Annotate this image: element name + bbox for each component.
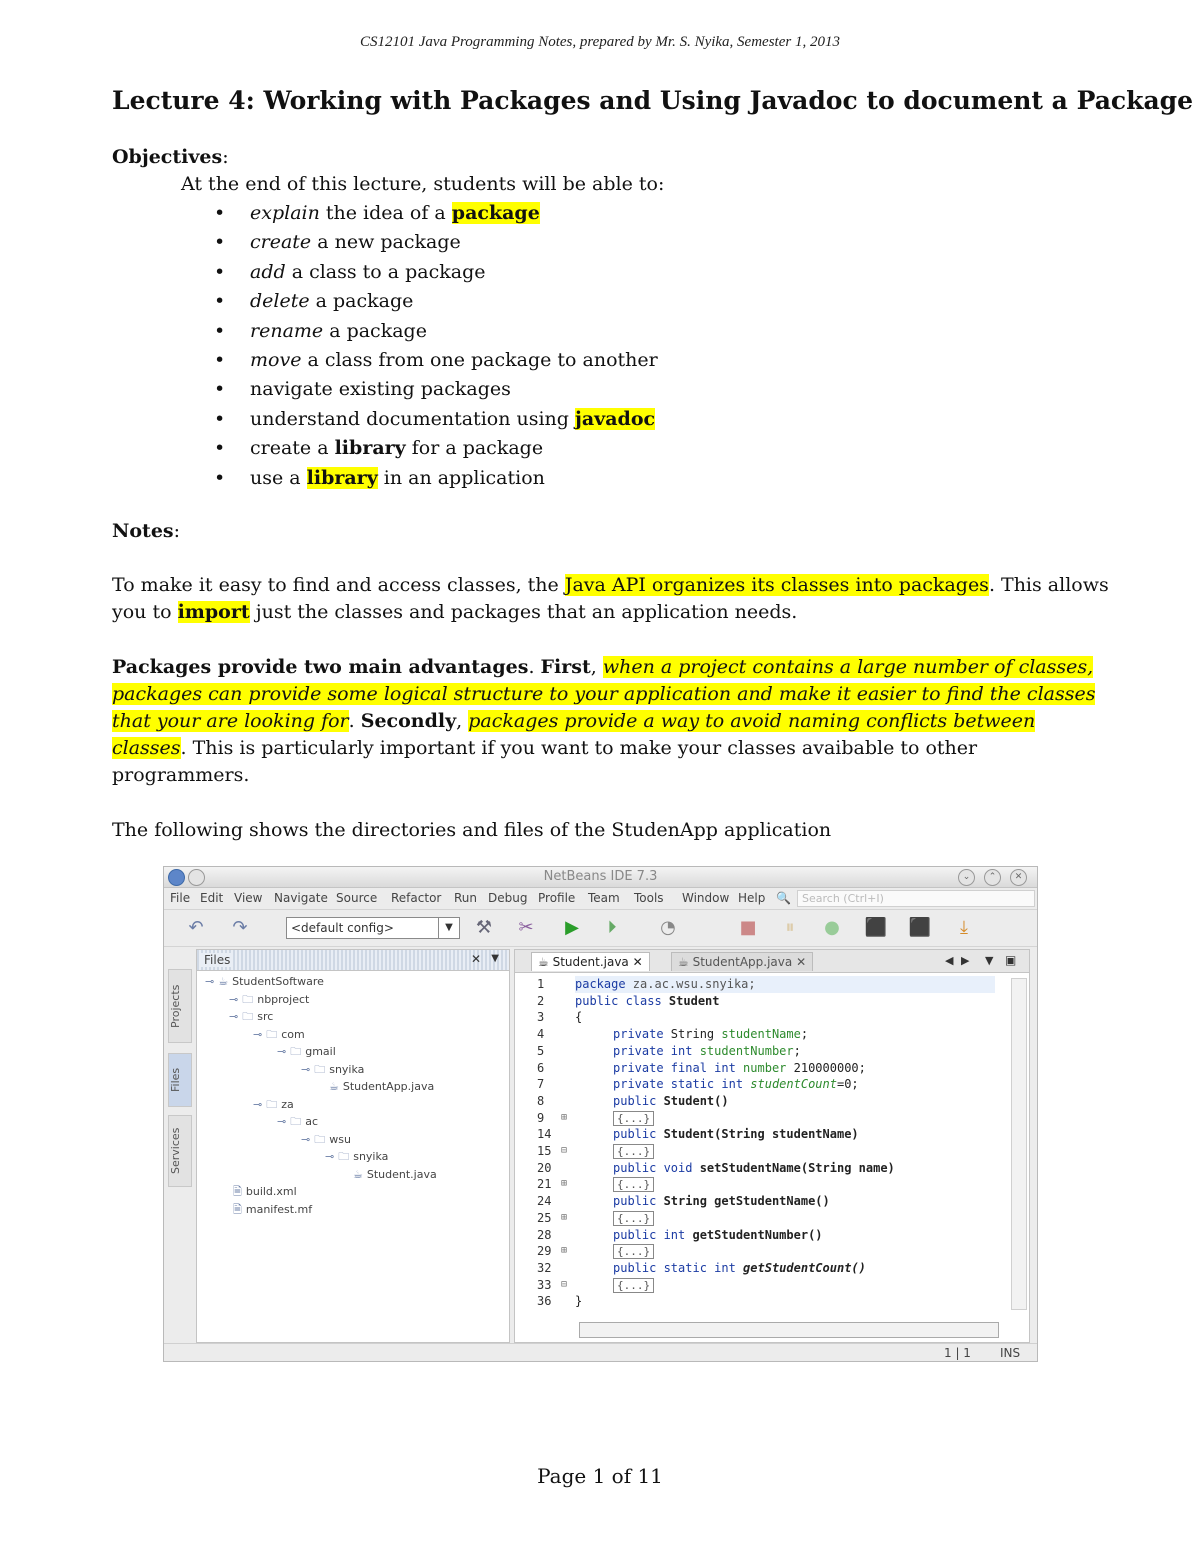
objective-item: • move a class from one package to another (214, 348, 658, 371)
fold-toggle-icon[interactable]: ⊞ (561, 1178, 568, 1190)
line-number: 36 (537, 1294, 552, 1309)
advantages-paragraph: Packages provide two main advantages. First, when a project contains a large number of classes, packages can provide some logical structure to your application and make it easier to find the classes that your are looking for. Secondly, packages provide a way to avoid naming conflicts between classes. This is particularly important if you want to make your classes avaibable to other programmers. (112, 656, 1096, 786)
editor-tabs (515, 950, 1029, 973)
menu-view[interactable]: View (234, 891, 263, 905)
chevron-down-icon: ▼ (438, 918, 459, 938)
folded-block[interactable]: {...} (613, 1176, 654, 1193)
line-number: 20 (537, 1160, 552, 1175)
running-header: CS12101 Java Programming Notes, prepared by Mr. S. Nyika, Semester 1, 2013 (360, 34, 840, 50)
close-icon[interactable]: ✕ (1010, 869, 1027, 886)
code-line: private String studentName; (613, 1027, 809, 1042)
scroll-tabs-left-icon[interactable]: ◀ (945, 954, 954, 967)
notes-heading: Notes: (112, 520, 181, 542)
line-number: 2 (537, 993, 545, 1008)
line-number: 21 (537, 1177, 552, 1192)
menu-team[interactable]: Team (588, 891, 620, 905)
clean-build-icon[interactable]: ⚒ (475, 917, 493, 938)
tree-node-label: gmail (305, 1045, 336, 1058)
folder-icon: 🗀 (338, 1150, 350, 1163)
configuration-select[interactable]: <default config> ▼ (286, 917, 460, 939)
ide-titlebar (164, 867, 1037, 888)
code-line: package za.ac.wsu.snyika; (575, 976, 995, 993)
objective-item: • navigate existing packages (214, 378, 511, 401)
expand-toggle-icon[interactable]: ⊸ (301, 1062, 311, 1076)
build-icon[interactable]: ✂ (518, 917, 534, 938)
menu-profile[interactable]: Profile (538, 891, 576, 905)
code-line: public Student() (613, 1093, 729, 1108)
objective-item: • rename a package (214, 319, 427, 342)
objective-item: • explain the idea of a package (214, 202, 540, 224)
code-line: public String getStudentName() (613, 1194, 830, 1209)
expand-toggle-icon[interactable]: ⊸ (205, 975, 215, 988)
close-icon[interactable]: ✕ (632, 955, 643, 969)
objective-item: • use a library in an application (214, 466, 545, 489)
objectives-list (214, 199, 658, 493)
search-icon[interactable]: 🔍 (776, 891, 791, 905)
step-over-icon: ⬛ (864, 917, 888, 938)
folder-icon: 🗀 (290, 1045, 302, 1058)
objective-item: • add a class to a package (214, 260, 486, 283)
tree-node-label: za (281, 1097, 294, 1111)
menu-file[interactable]: File (170, 891, 191, 905)
tab-services[interactable]: Services (168, 1115, 192, 1187)
tree-node-label: StudentSoftware (232, 975, 324, 988)
tree-node-label: nbproject (257, 992, 310, 1006)
search-input[interactable]: Search (Ctrl+I) (797, 890, 1035, 907)
folder-icon: 🗀 (242, 1010, 254, 1023)
editor-panel (514, 949, 1030, 1343)
close-icon[interactable]: ✕ (470, 952, 481, 966)
tree-node-label: snyika (353, 1150, 389, 1163)
expand-toggle-icon[interactable]: ⊸ (229, 1010, 239, 1023)
folder-icon: 🗀 (242, 992, 254, 1006)
listing-intro: The following shows the directories and files of the StudenApp application (112, 819, 832, 841)
tree-node[interactable] (277, 1114, 318, 1130)
menu-refactor[interactable]: Refactor (391, 891, 442, 905)
line-number: 32 (537, 1260, 552, 1275)
code-area[interactable] (575, 976, 1005, 1316)
file-icon: 🗎 (233, 1202, 242, 1216)
caret-position: 1 | 1 (944, 1346, 971, 1360)
folder-icon: 🗀 (314, 1132, 326, 1146)
line-number: 4 (537, 1027, 545, 1042)
folder-icon: 🗀 (314, 1062, 326, 1076)
objective-item: • create a new package (214, 231, 461, 254)
tree-node[interactable] (277, 1044, 336, 1060)
line-number: 6 (537, 1060, 545, 1075)
lecture-title: Lecture 4: Working with Packages and Using Javadoc to document a Package (112, 86, 1194, 115)
java-icon: ☕ (353, 1167, 363, 1181)
menu-tools[interactable]: Tools (634, 891, 664, 905)
horizontal-scrollbar[interactable] (579, 1322, 999, 1338)
code-line: private int studentNumber; (613, 1043, 801, 1058)
code-line: public void setStudentName(String name) (613, 1160, 895, 1175)
files-panel-header (197, 950, 509, 971)
tree-node-label: wsu (329, 1132, 351, 1146)
tree-node-label: com (281, 1027, 305, 1041)
tree-node[interactable] (205, 974, 324, 990)
line-number: 24 (537, 1194, 552, 1209)
page-number: Page 1 of 11 (537, 1464, 663, 1488)
tab-student-java[interactable]: ☕ Student.java ✕ (531, 952, 650, 971)
maximize-editor-icon[interactable]: ▣ (1005, 953, 1017, 967)
fold-toggle-icon[interactable]: ⊞ (561, 1245, 568, 1257)
tree-node[interactable] (325, 1149, 388, 1165)
tree-node[interactable] (301, 1062, 364, 1078)
chevron-down-icon[interactable]: ▼ (491, 953, 499, 964)
line-number: 1 (537, 977, 545, 991)
menu-edit[interactable]: Edit (200, 891, 224, 905)
fold-toggle-icon[interactable]: ⊟ (561, 1145, 568, 1156)
line-number: 15 (537, 1144, 552, 1158)
file-icon: 🗎 (233, 1185, 242, 1198)
tab-studentapp-java[interactable]: ☕ StudentApp.java ✕ (671, 952, 813, 971)
window-title: NetBeans IDE 7.3 (543, 869, 658, 884)
folder-icon: 🗀 (290, 1115, 302, 1128)
line-number: 33 (537, 1277, 552, 1292)
pause-icon: ⏸ (785, 917, 795, 938)
expand-toggle-icon[interactable]: ⊸ (253, 1027, 263, 1041)
code-line: public int getStudentNumber() (613, 1227, 823, 1242)
line-number: 28 (537, 1227, 552, 1242)
menu-run[interactable]: Run (454, 891, 478, 905)
folded-block[interactable]: {...} (613, 1143, 654, 1160)
expand-toggle-icon[interactable]: ⊸ (277, 1115, 287, 1128)
line-number: 7 (537, 1077, 545, 1092)
line-number: 14 (537, 1127, 552, 1142)
tree-node-label: src (257, 1010, 274, 1023)
insert-mode: INS (1000, 1346, 1021, 1360)
step-out-icon[interactable]: ⤓ (960, 917, 968, 938)
tree-node-label: ac (305, 1115, 319, 1128)
java-file-icon: ☕ (538, 955, 549, 969)
line-number: 5 (537, 1043, 545, 1058)
chevron-down-icon[interactable]: ▼ (985, 954, 994, 967)
fold-toggle-icon[interactable]: ⊟ (561, 1278, 568, 1290)
objective-item: • create a library for a package (214, 437, 544, 460)
menubar (164, 888, 1037, 908)
line-number: 3 (537, 1010, 545, 1025)
tree-node-label: build.xml (245, 1185, 297, 1198)
files-panel-title: Files (201, 953, 233, 967)
code-line: } (575, 1294, 583, 1309)
close-icon[interactable]: ✕ (796, 955, 807, 969)
code-line: private static int studentCount=0; (613, 1077, 859, 1092)
code-line: public static int getStudentCount() (613, 1260, 866, 1275)
ide-screenshot (163, 866, 1038, 1362)
tree-node-label: manifest.mf (245, 1202, 313, 1216)
menu-navigate[interactable]: Navigate (274, 891, 328, 905)
expand-toggle-icon[interactable]: ⊸ (277, 1045, 287, 1058)
tab-projects[interactable]: Projects (168, 969, 192, 1043)
code-line: public Student(String studentName) (613, 1127, 859, 1142)
tree-node-label: snyika (329, 1062, 365, 1076)
menu-debug[interactable]: Debug (488, 891, 528, 905)
tree-node[interactable] (229, 1009, 273, 1025)
side-tabs (166, 949, 192, 1279)
line-number: 29 (537, 1244, 552, 1259)
tree-node[interactable] (253, 1097, 294, 1113)
folder-icon: 🗀 (266, 1027, 278, 1041)
project-icon: ☕ (218, 975, 229, 988)
debug-icon[interactable]: ⏵ (607, 917, 617, 938)
line-number: 9 (537, 1110, 545, 1125)
line-number: 25 (537, 1210, 552, 1225)
minimize-icon[interactable]: ⌄ (958, 869, 975, 886)
tree-node[interactable] (229, 1202, 312, 1218)
tree-node[interactable] (325, 1079, 434, 1095)
folded-block[interactable]: {...} (613, 1110, 654, 1127)
toolbar (164, 909, 1037, 947)
expand-toggle-icon[interactable]: ⊸ (253, 1097, 263, 1111)
tree-node[interactable] (229, 992, 309, 1008)
menu-source[interactable]: Source (336, 891, 378, 905)
objective-item: • delete a package (214, 290, 414, 313)
code-line: public class Student (575, 993, 720, 1008)
expand-toggle-icon[interactable]: ⊸ (229, 992, 239, 1006)
expand-toggle-icon[interactable]: ⊸ (301, 1132, 311, 1146)
code-line: { (575, 1010, 583, 1025)
objective-item: • understand documentation using javadoc (214, 407, 656, 430)
tree-node-label: StudentApp.java (342, 1080, 435, 1093)
status-bar (164, 1343, 1037, 1362)
objectives-heading: Objectives: (112, 146, 229, 168)
folder-icon: 🗀 (266, 1097, 278, 1111)
tree-node[interactable] (349, 1167, 437, 1183)
run-icon[interactable]: ▶ (565, 917, 579, 938)
expand-toggle-icon[interactable]: ⊸ (325, 1150, 335, 1163)
tree-node-label: Student.java (366, 1167, 437, 1181)
files-panel (196, 949, 510, 1343)
maximize-icon[interactable]: ⌃ (984, 869, 1001, 886)
objectives-intro: At the end of this lecture, students will be able to: (181, 173, 665, 195)
vertical-scrollbar[interactable] (1011, 978, 1027, 1310)
java-icon: ☕ (329, 1080, 339, 1093)
folded-block[interactable]: {...} (613, 1210, 654, 1227)
tree-node[interactable] (253, 1027, 305, 1043)
folded-block[interactable]: {...} (613, 1277, 654, 1294)
tree-node[interactable] (301, 1132, 351, 1148)
folded-block[interactable]: {...} (613, 1243, 654, 1260)
tab-files[interactable]: Files (168, 1053, 192, 1107)
code-line: private final int number 210000000; (613, 1060, 866, 1075)
line-number-gutter (515, 976, 575, 1316)
menu-help[interactable]: Help (738, 891, 766, 905)
step-into-icon: ⬛ (908, 917, 932, 938)
continue-icon: ● (824, 917, 840, 938)
redo-icon[interactable]: ↷ (232, 917, 248, 938)
stop-icon: ■ (739, 917, 757, 938)
profile-icon[interactable]: ◔ (660, 917, 676, 938)
fold-toggle-icon[interactable]: ⊞ (561, 1211, 568, 1223)
scroll-tabs-right-icon[interactable]: ▶ (961, 954, 970, 967)
undo-icon[interactable]: ↶ (188, 917, 204, 938)
intro-paragraph: To make it easy to find and access classes, the Java API organizes its classes into packages. This allows you to import just the classes and packages that an application needs. (112, 574, 1109, 623)
line-number: 8 (537, 1093, 545, 1108)
menu-window[interactable]: Window (682, 891, 730, 905)
fold-toggle-icon[interactable]: ⊞ (561, 1111, 568, 1123)
java-file-icon: ☕ (678, 955, 689, 969)
tree-node[interactable] (229, 1184, 297, 1200)
